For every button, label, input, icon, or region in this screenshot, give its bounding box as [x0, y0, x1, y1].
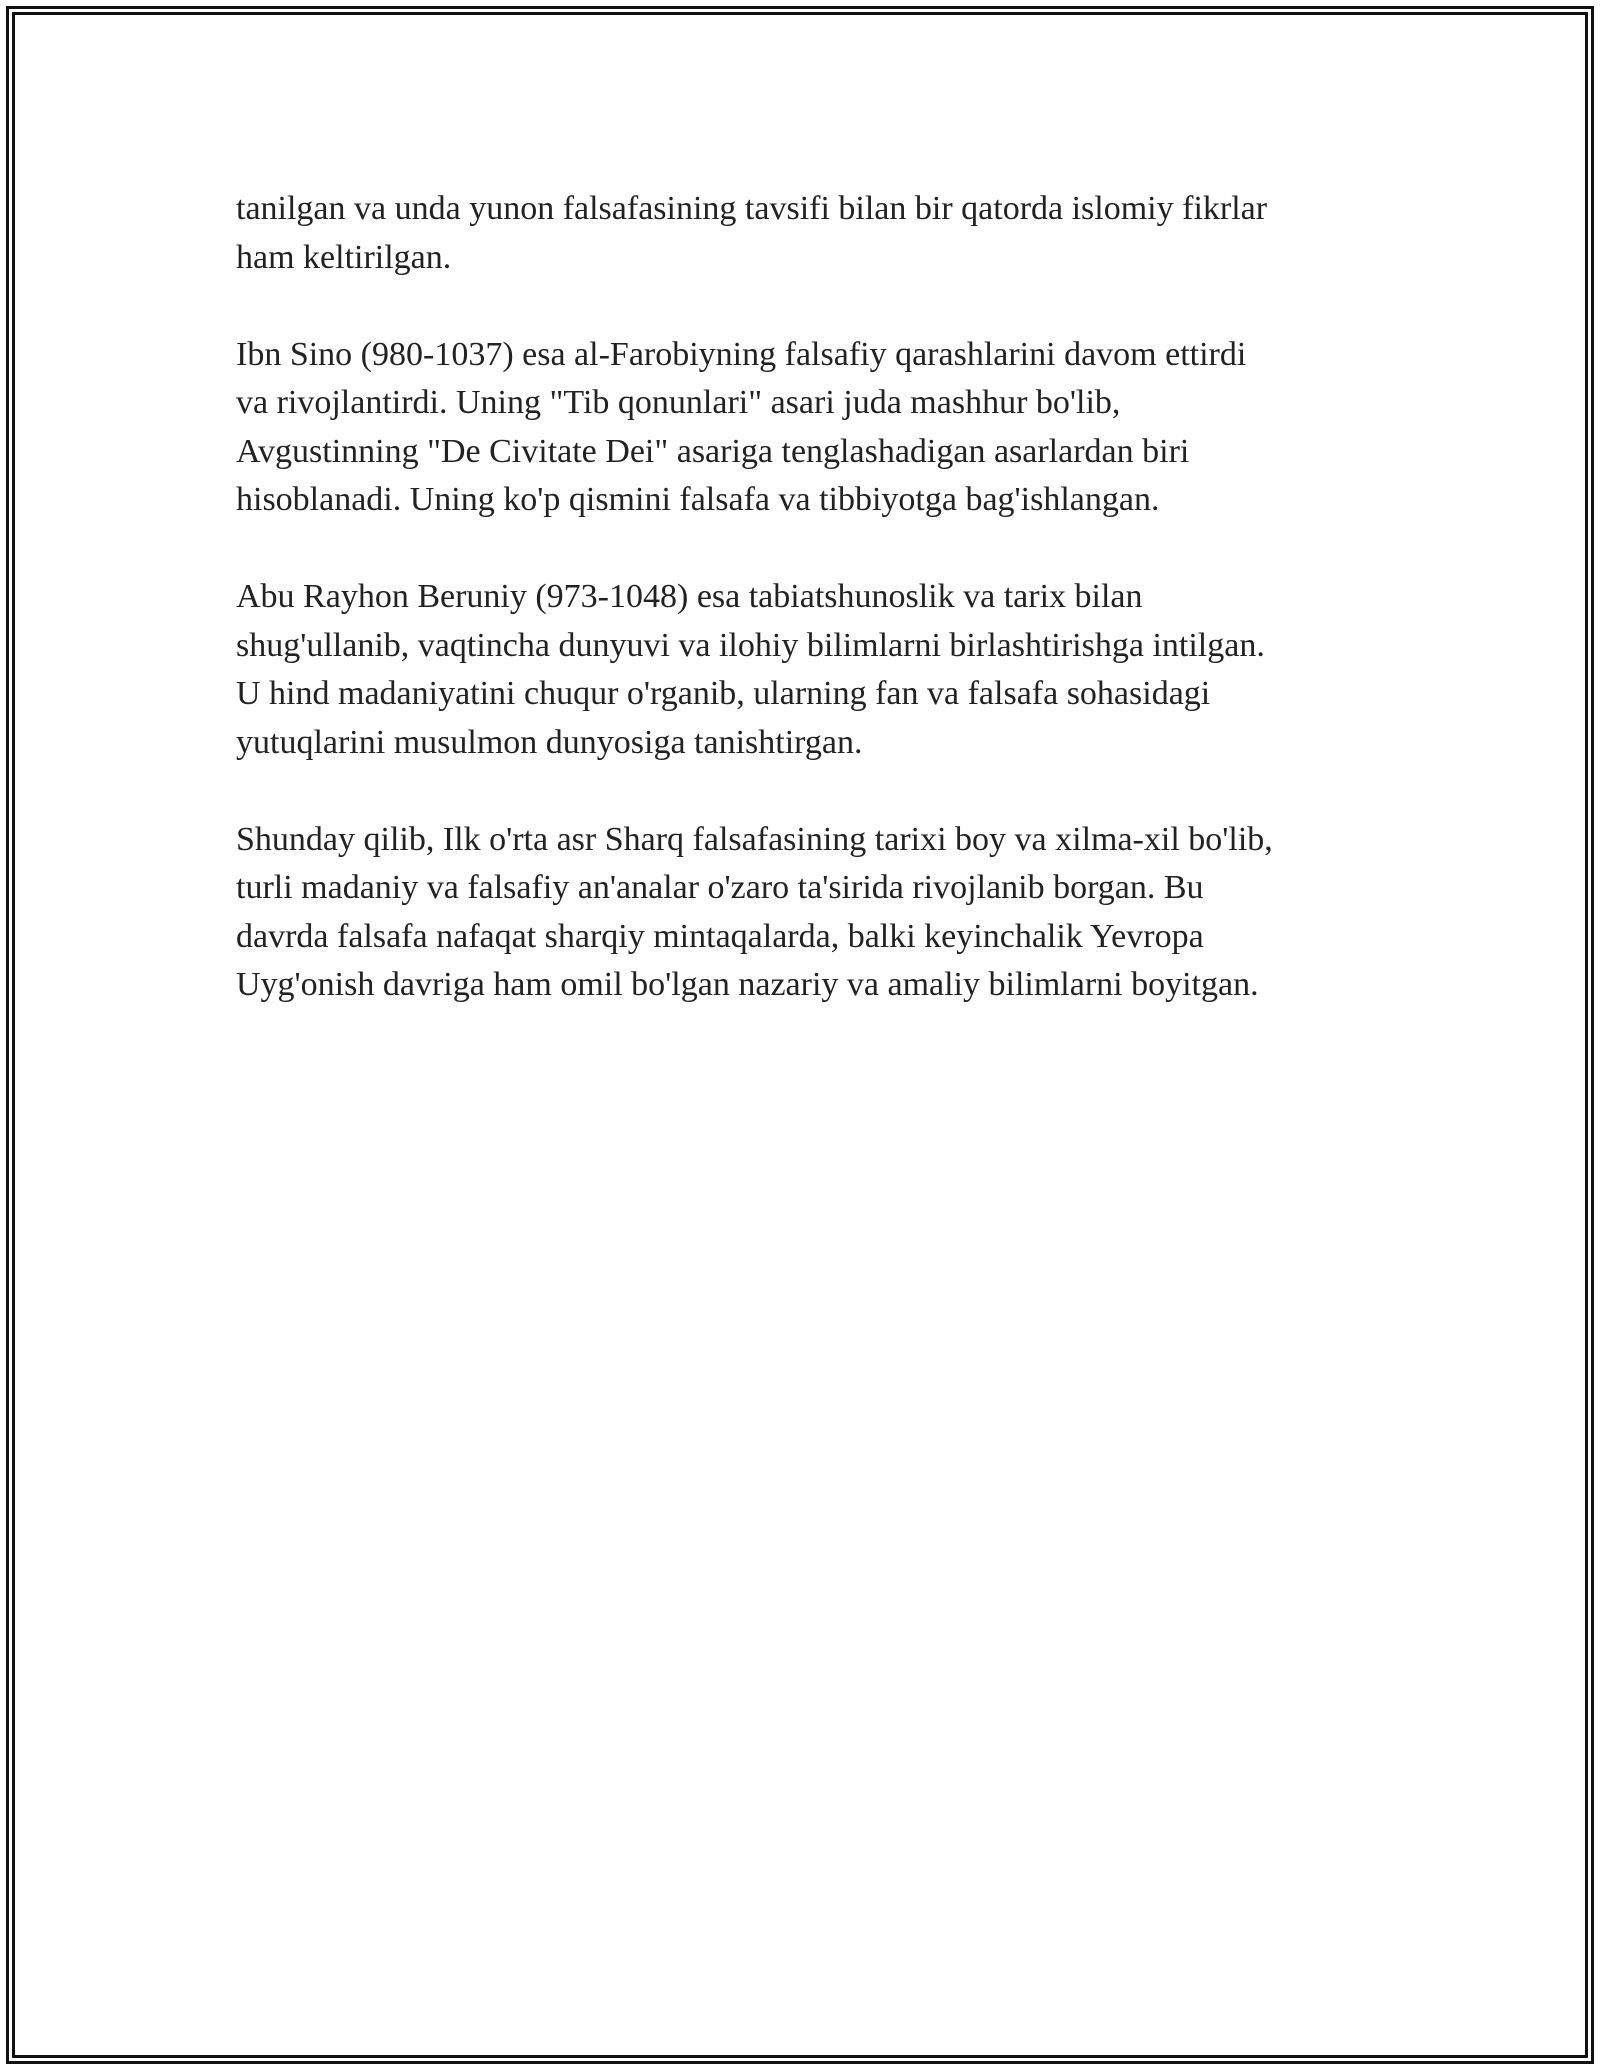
text-line: Avgustinning "De Civitate Dei" asariga tenglashadigan asarlardan biri: [236, 432, 1190, 470]
text-line: Shunday qilib, Ilk o'rta asr Sharq falsafasining tarixi boy va xilma-xil bo'lib,: [236, 820, 1273, 858]
text-line: turli madaniy va falsafiy an'analar o'zaro ta'sirida rivojlanib borgan. Bu: [236, 869, 1204, 906]
text-line: U hind madaniyatini chuqur o'rganib, ularning fan va falsafa sohasidagi: [236, 675, 1211, 712]
text-line: Abu Rayhon Beruniy (973-1048) esa tabiatshunoslik va tarix bilan: [236, 578, 1143, 615]
text-line: Ibn Sino (980-1037) esa al-Farobiyning falsafiy qarashlarini davom ettirdi: [236, 335, 1247, 373]
text-line: yutuqlarini musulmon dunyosiga tanishtirgan.: [236, 723, 863, 761]
paragraph-1: [236, 185, 1366, 282]
text-line: hisoblanadi. Uning ko'p qismini falsafa va tibbiyotga bag'ishlangan.: [236, 481, 1160, 518]
text-line: va rivojlantirdi. Uning "Tib qonunlari" asari juda mashhur bo'lib,: [236, 384, 1121, 421]
paragraph-3: [236, 573, 1366, 767]
page-body: [236, 185, 1366, 1058]
text-line: tanilgan va unda yunon falsafasining tavsifi bilan bir qatorda islomiy fikrlar: [236, 190, 1268, 227]
paragraph-2: [236, 331, 1366, 525]
text-line: shug'ullanib, vaqtincha dunyuvi va ilohiy bilimlarni birlashtirishga intilgan.: [236, 626, 1265, 664]
paragraph-4: [236, 816, 1366, 1010]
text-line: ham keltirilgan.: [236, 238, 452, 276]
text-line: davrda falsafa nafaqat sharqiy mintaqalarda, balki keyinchalik Yevropa: [236, 917, 1204, 955]
text-line: Uyg'onish davriga ham omil bo'lgan nazariy va amaliy bilimlarni boyitgan.: [236, 966, 1259, 1003]
